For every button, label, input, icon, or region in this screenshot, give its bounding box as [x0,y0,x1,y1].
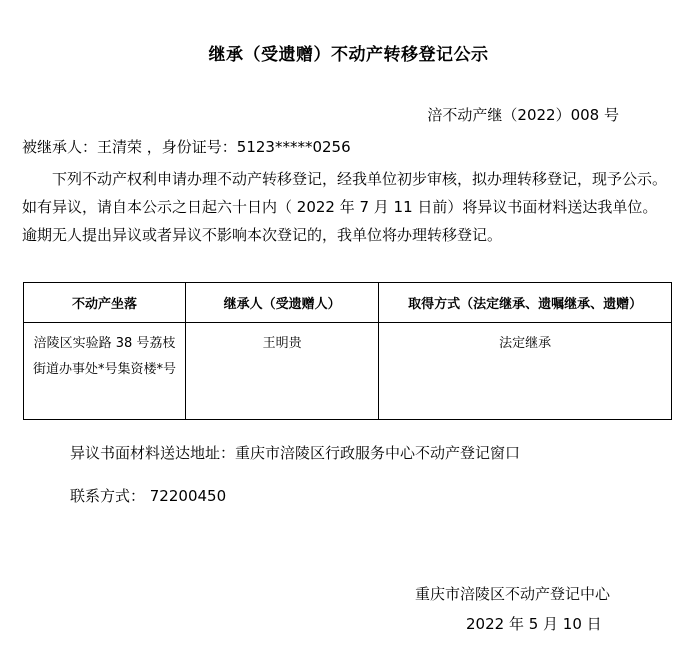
issuing-organization: 重庆市涪陵区不动产登记中心 [415,585,611,603]
document-number: 涪不动产继（2022）008 号 [427,106,619,124]
notice-body: 下列不动产权利申请办理不动产转移登记，经我单位初步审核，拟办理转移登记，现予公示。如有异议，请自本公示之日起六十日内（ 2022 年 7 月 11 日前）将异议书面材料送达我单位。逾期无人提出异议或者异议不影响本次登记的，我单位将办理转移登记。 [22,170,668,244]
cell-property-location: 涪陵区实验路 38 号荔枝街道办事处*号集资楼*号 [24,323,186,420]
header-acquisition-method: 取得方式（法定继承、遗嘱继承、遗赠） [379,283,672,323]
contact-info: 联系方式： 72200450 [70,487,227,505]
header-heir: 继承人（受遗赠人） [186,283,379,323]
header-property-location: 不动产坐落 [24,283,186,323]
cell-heir: 王明贵 [186,323,379,420]
cell-acquisition-method: 法定继承 [379,323,672,420]
property-table [23,282,672,420]
table-header-row [24,283,672,323]
decedent-info: 被继承人：王清荣 ，身份证号：5123*****0256 [22,138,351,156]
notice-title: 继承（受遗赠）不动产转移登记公示 [208,45,489,65]
objection-address: 异议书面材料送达地址：重庆市涪陵区行政服务中心不动产登记窗口 [70,444,521,462]
table-row [24,323,672,420]
issue-date: 2022 年 5 月 10 日 [466,615,602,633]
